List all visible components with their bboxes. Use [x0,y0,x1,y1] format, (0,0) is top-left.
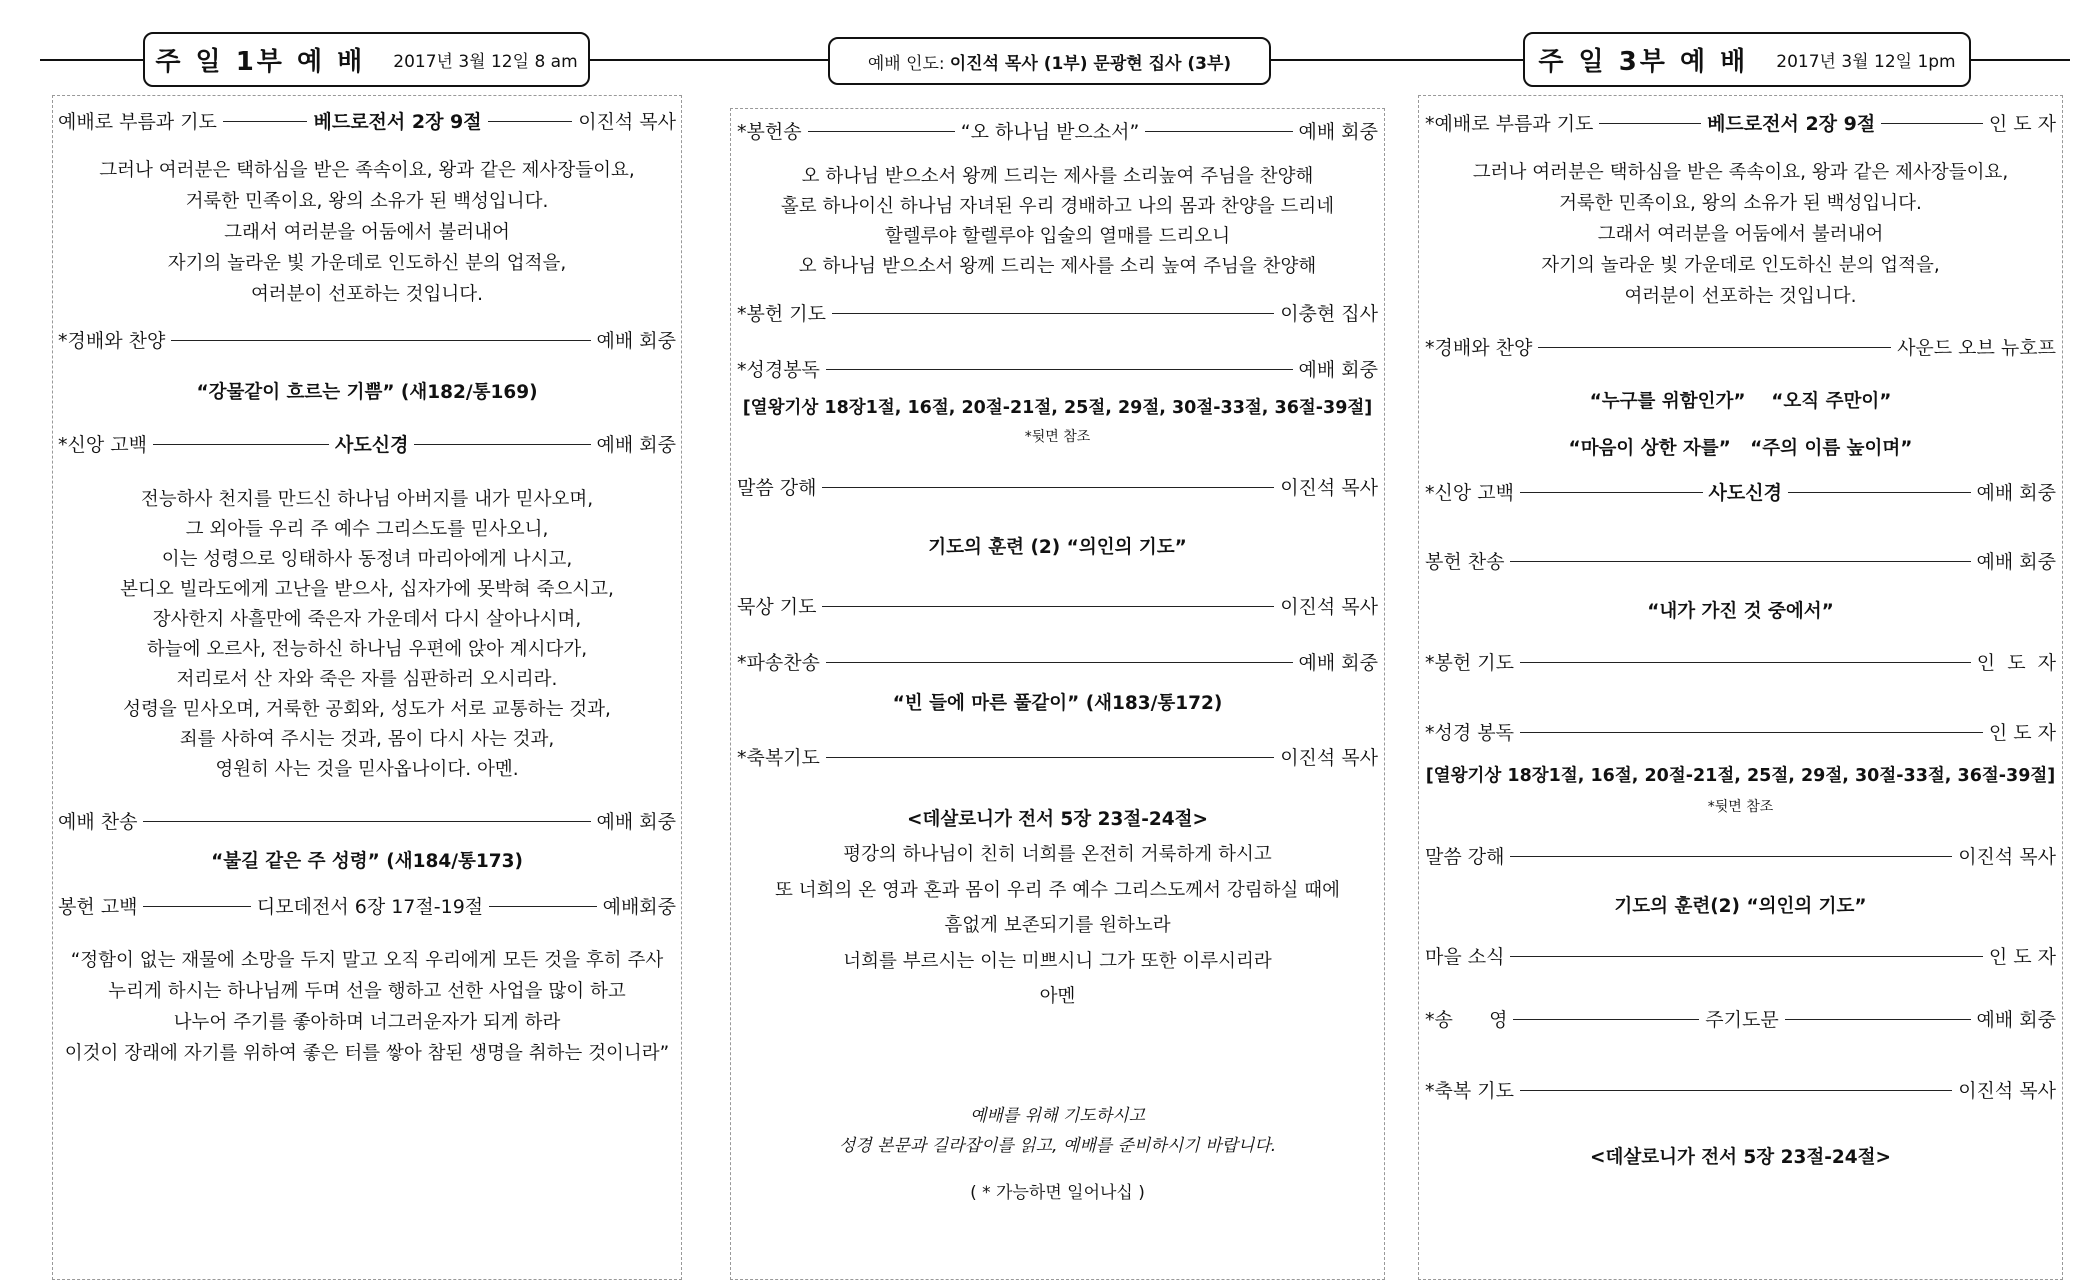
offering-text-line: 이것이 장래에 자기를 위하여 좋은 터를 쌓아 참된 생명을 취하는 것이니라” [64,1043,670,1064]
hymn-row [53,807,681,834]
offertory-row [731,117,1384,144]
creed-text-line: 이는 성령으로 잉태하사 동정녀 마리아에게 나시고, [161,549,573,570]
leader-line [1520,1090,1952,1091]
leader-line [1510,956,1982,957]
benediction-text-line: 아멘 [1039,986,1076,1007]
benediction-leader: 이진석 목사 [1280,747,1378,769]
order-of-worship-middle-column [730,108,1385,1280]
hymn-leader: 예배 회중 [1976,551,2056,573]
praise-leader: 사운드 오브 뉴호프 [1897,337,2056,359]
sermon-title: 기도의 훈련(2) “의인의 기도” [1614,896,1867,917]
third-service-date: 2017년 3월 12일 1pm [1776,52,1956,72]
benediction-label: *축복기도 [737,747,820,769]
creed-name: 사도신경 [1708,482,1782,504]
offertory-label: *봉헌송 [737,121,802,143]
first-service-column [52,95,682,1280]
offering-row [53,892,681,919]
leader-line [171,340,590,341]
leader-line [1785,1019,1971,1020]
leader-line [1520,662,1971,663]
scripture-reference: [열왕기상 18장1절, 16절, 20절-21절, 25절, 29절, 30절-33절, 36절-39절] [1425,766,2056,786]
leader-line [1520,492,1703,493]
leader-line [143,906,250,907]
call-label: *예배로 부름과 기도 [1425,113,1594,135]
hymn-row [1419,547,2062,574]
sending-hymn-row [731,648,1384,675]
third-service-title: 주 일 3부 예 배 [1538,47,1749,77]
silent-prayer-leader: 이진석 목사 [1280,596,1378,618]
leader-line [826,369,1293,370]
header-box-third-service [1523,32,1971,87]
call-text-line: 자기의 놀라운 빛 가운데로 인도하신 분의 업적을, [1541,255,1940,276]
call-text-line: 그러나 여러분은 택하심을 받은 족속이요, 왕과 같은 제사장들이요, [1472,162,2009,183]
creed-text-line: 본디오 빌라도에게 고난을 받으사, 십자가에 못박혀 죽으시고, [120,579,614,600]
creed-text-line: 죄를 사하여 주시는 것과, 몸이 다시 사는 것과, [179,729,555,750]
scripture-reading-label: *성경 봉독 [1425,722,1514,744]
call-leader: 이진석 목사 [578,111,677,133]
leader-line [822,487,1274,488]
doxology-name: 주기도문 [1705,1009,1779,1031]
sermon-row [731,473,1384,500]
silent-prayer-row [731,592,1384,619]
offering-leader: 예배회중 [602,896,677,918]
leader-line [826,757,1274,758]
offering-scripture: 디모데전서 6장 17절-19절 [256,896,484,918]
hymn-song: “불길 같은 주 성령” (새184/통173) [211,851,523,872]
benediction-reference: <데살로니가 전서 5장 23절-24절> [1589,1147,1892,1168]
call-text-line: 여러분이 선포하는 것입니다. [250,284,484,305]
creed-text-line: 성령을 믿사오며, 거룩한 공회와, 성도가 서로 교통하는 것과, [123,699,611,720]
offering-prayer-row [1419,648,2062,675]
leader-line [153,444,329,445]
praise-row [53,326,681,353]
sermon-leader: 이진석 목사 [1280,477,1378,499]
first-service-title: 주 일 1부 예 배 [155,47,366,77]
praise-songs-line: “마음이 상한 자를” “주의 이름 높이며” [1568,438,1913,459]
leaders-names: 이진석 목사 (1부) 문광현 집사 (3부) [949,53,1232,74]
offertory-lyric-line: 할렐루야 할렐루야 입술의 열매를 드리오니 [884,226,1231,247]
call-text-line: 자기의 놀라운 빛 가운데로 인도하신 분의 업적을, [167,253,567,274]
creed-label: *신앙 고백 [58,434,147,456]
creed-text-line: 전능하사 천지를 만드신 하나님 아버지를 내가 믿사오며, [140,489,594,510]
call-text-line: 그래서 여러분을 어둠에서 불러내어 [224,222,510,243]
scripture-reading-leader: 인 도 자 [1988,722,2056,744]
benediction-text-line: 너희를 부르시는 이는 미쁘시니 그가 또한 이루시리라 [843,951,1272,972]
call-to-worship-row [1419,109,2062,136]
call-text-line: 거룩한 민족이요, 왕의 소유가 된 백성입니다. [1559,193,1922,214]
praise-song: “강물같이 흐르는 기쁨” (새182/통169) [196,382,538,403]
third-service-column [1418,95,2063,1280]
offertory-lyric-line: 오 하나님 받으소서 왕께 드리는 제사를 소리 높여 주님을 찬양해 [798,256,1317,277]
header-box-leaders [828,37,1271,85]
sermon-leader: 이진석 목사 [1958,846,2056,868]
creed-text-line: 영원히 사는 것을 믿사옵나이다. 아멘. [215,759,519,780]
leader-line [832,313,1274,314]
praise-label: *경배와 찬양 [58,330,166,352]
benediction-text-line: 또 너희의 온 영과 혼과 몸이 우리 주 예수 그리스도께서 강림하실 때에 [774,880,1341,901]
leader-line [1510,856,1952,857]
creed-leader: 예배 회중 [1976,482,2057,504]
offering-prayer-label: *봉헌 기도 [1425,652,1514,674]
offering-prayer-leader: 인 도 자 [1976,652,2056,674]
offertory-lyric-line: 오 하나님 받으소서 왕께 드리는 제사를 소리높여 주님을 찬양해 [801,166,1314,187]
leader-line [1788,492,1971,493]
leaders-prefix: 예배 인도: [867,53,945,74]
offering-prayer-leader: 이충현 집사 [1280,303,1378,325]
creed-text-line: 그 외아들 우리 주 예수 그리스도를 믿사오니, [185,519,549,540]
scripture-reading-row [731,355,1384,382]
sermon-label: 말씀 강해 [1425,846,1505,868]
call-text-line: 거룩한 민족이요, 왕의 소유가 된 백성입니다. [185,191,549,212]
hymn-leader: 예배 회중 [596,811,676,833]
leader-line [1520,732,1983,733]
village-news-row [1419,942,2062,969]
sermon-row [1419,842,2062,869]
footer-note-line: 예배를 위해 기도하시고 [969,1106,1146,1126]
footer-note-line: 성경 본문과 길라잡이를 읽고, 예배를 준비하시기 바랍니다. [838,1136,1277,1156]
scripture-reference: [열왕기상 18장1절, 16절, 20절-21절, 25절, 29절, 30절-33절, 36절-39절] [742,398,1373,418]
doxology-row [1419,1005,2062,1032]
benediction-text-line: 흠없게 보존되기를 원하노라 [944,915,1171,936]
creed-text-line: 저리로서 산 자와 죽은 자를 심판하러 오시리라. [176,669,558,690]
call-text-line: 그러나 여러분은 택하심을 받은 족속이요, 왕과 같은 제사장들이요, [99,160,635,181]
offering-text-line: “정함이 없는 재물에 소망을 두지 말고 오직 우리에게 모든 것을 후히 주사 [70,950,664,971]
benediction-label: *축복 기도 [1425,1080,1514,1102]
praise-leader: 예배 회중 [596,330,676,352]
leader-line [489,906,596,907]
offering-prayer-row [731,299,1384,326]
scripture-note: *뒷면 참조 [1707,799,1774,815]
silent-prayer-label: 묵상 기도 [737,596,817,618]
doxology-label: *송 영 [1425,1009,1508,1031]
offering-text-line: 나누어 주기를 좋아하며 너그러운자가 되게 하라 [173,1012,561,1033]
praise-label: *경배와 찬양 [1425,337,1533,359]
hymn-song: “내가 가진 것 중에서” [1647,601,1834,622]
sending-hymn-song: “빈 들에 마른 풀같이” (새183/통172) [892,693,1223,714]
scripture-reading-row [1419,718,2062,745]
stand-note: ( * 가능하면 일어나십 ) [970,1183,1145,1203]
leader-line [1538,347,1891,348]
leader-line [488,121,573,122]
leader-line [143,821,590,822]
leader-line [1510,561,1970,562]
creed-name: 사도신경 [335,434,409,456]
call-scripture: 베드로전서 2장 9절 [1707,113,1876,135]
creed-row [53,430,681,457]
call-text-line: 여러분이 선포하는 것입니다. [1624,286,1857,307]
village-news-label: 마을 소식 [1425,946,1505,968]
offering-text-line: 누리게 하시는 하나님께 두며 선을 행하고 선한 사업을 많이 하고 [108,981,626,1002]
sending-hymn-label: *파송찬송 [737,652,820,674]
call-leader: 인 도 자 [1988,113,2057,135]
leader-line [223,121,308,122]
creed-text-line: 장사한지 사흘만에 죽은자 가운데서 다시 살아나시며, [152,609,582,630]
leader-line [808,131,955,132]
leader-line [1599,123,1701,124]
leader-line [822,606,1274,607]
praise-songs-line: “누구를 위함인가” “오직 주만이” [1589,391,1892,412]
offering-label: 봉헌 고백 [58,896,138,918]
call-scripture: 베드로전서 2장 9절 [313,111,482,133]
first-service-date: 2017년 3월 12일 8 am [393,52,578,72]
hymn-label: 봉헌 찬송 [1425,551,1505,573]
hymn-label: 예배 찬송 [58,811,138,833]
sermon-label: 말씀 강해 [737,477,817,499]
scripture-reading-label: *성경봉독 [737,359,820,381]
call-to-worship-row [53,107,681,134]
praise-row [1419,333,2062,360]
leader-line [1145,131,1292,132]
leader-line [1513,1019,1699,1020]
call-text-line: 그래서 여러분을 어둠에서 불러내어 [1597,224,1884,245]
call-label: 예배로 부름과 기도 [58,111,217,133]
header-box-first-service [143,32,590,87]
offering-prayer-label: *봉헌 기도 [737,303,826,325]
scripture-reading-leader: 예배 회중 [1298,359,1378,381]
benediction-reference: <데살로니가 전서 5장 23절-24절> [906,809,1209,830]
creed-label: *신앙 고백 [1425,482,1514,504]
benediction-text-line: 평강의 하나님이 친히 너희를 온전히 거룩하게 하시고 [843,844,1272,865]
benediction-row [731,743,1384,770]
leader-line [414,444,590,445]
leader-line [826,662,1293,663]
benediction-leader: 이진석 목사 [1958,1080,2056,1102]
doxology-leader: 예배 회중 [1976,1009,2056,1031]
creed-text-line: 하늘에 오르사, 전능하신 하나님 우편에 앉아 계시다가, [146,639,588,660]
sermon-title: 기도의 훈련 (2) “의인의 기도” [928,537,1187,558]
village-news-leader: 인 도 자 [1988,946,2056,968]
offertory-song: “오 하나님 받으소서” [960,121,1140,143]
leader-line [1881,123,1983,124]
sending-hymn-leader: 예배 회중 [1298,652,1378,674]
scripture-note: *뒷면 참조 [1024,429,1091,445]
creed-row [1419,478,2062,505]
creed-leader: 예배 회중 [596,434,677,456]
offertory-leader: 예배 회중 [1298,121,1379,143]
offertory-lyric-line: 홀로 하나이신 하나님 자녀된 우리 경배하고 나의 몸과 찬양을 드리네 [780,196,1335,217]
benediction-row [1419,1076,2062,1103]
